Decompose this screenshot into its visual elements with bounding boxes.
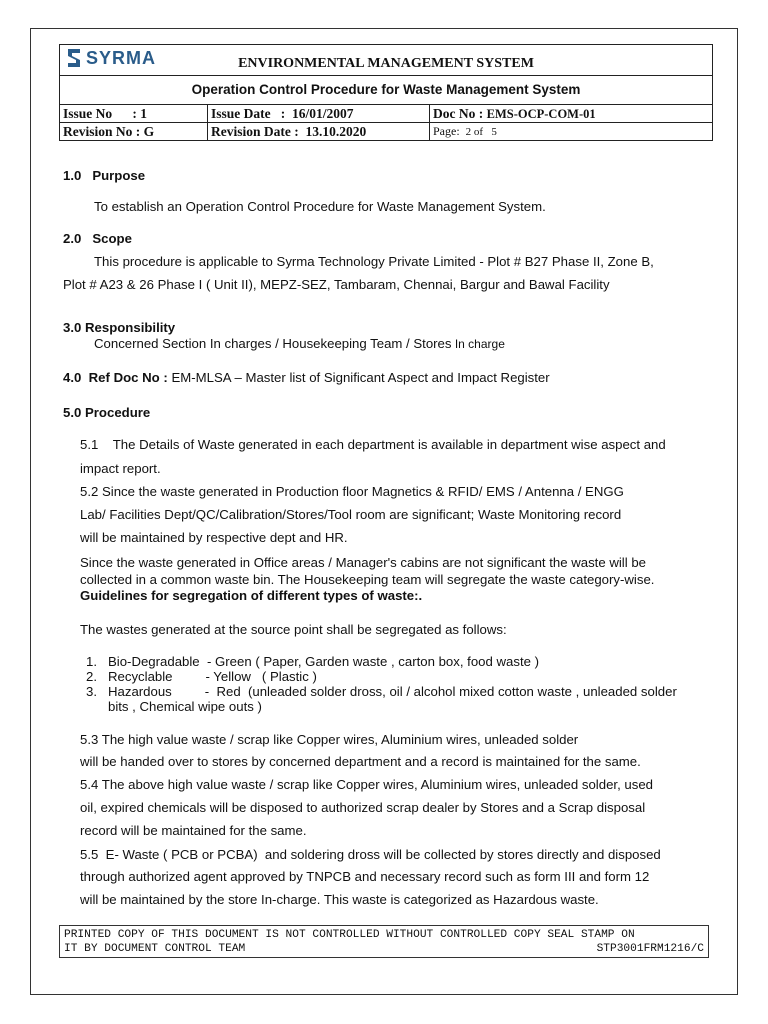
footer-line-2 [64, 942, 704, 956]
p51-line-2: impact report. [80, 461, 161, 476]
p54-line-2: oil, expired chemicals will be disposed to authorized scrap dealer by Stores and a Scrap disposal [80, 800, 646, 815]
responsibility-heading: 3.0 Responsibility [63, 320, 176, 335]
list-item-text: Hazardous - Red (unleaded solder dross, oil / alcohol mixed cotton waste , unleaded solder [108, 684, 677, 699]
p52-line-3: will be maintained by respective dept and HR. [80, 530, 348, 545]
responsibility-main: Concerned Section In charges / Housekeeping Team / Stores [94, 336, 452, 351]
revision-date: Revision Date : 13.10.2020 [208, 123, 430, 140]
logo-text: SYRMA [86, 47, 157, 68]
list-item [86, 684, 677, 699]
list-item-num: 2. [86, 669, 97, 684]
document-header [59, 44, 713, 141]
list-item-num: 3. [86, 684, 97, 699]
procedure-title: Operation Control Procedure for Waste Management System [60, 76, 712, 105]
scope-line-2: Plot # A23 & 26 Phase I ( Unit II), MEPZ-SEZ, Tambaram, Chennai, Bargur and Bawal Facility [63, 277, 610, 292]
list-item [86, 669, 677, 684]
list-item-num: 1. [86, 654, 97, 669]
scope-heading: 2.0 Scope [63, 231, 132, 246]
p54-line-1: 5.4 The above high value waste / scrap like Copper wires, Aluminium wires, unleaded solder, used [80, 777, 653, 792]
system-title: ENVIRONMENTAL MANAGEMENT SYSTEM [238, 56, 534, 71]
p52-line-1: 5.2 Since the waste generated in Production floor Magnetics & RFID/ EMS / Antenna / ENGG [80, 484, 624, 499]
guidelines-heading: Guidelines for segregation of different types of waste:. [80, 588, 423, 603]
revision-no: Revision No : G [60, 123, 208, 140]
scope-line-1: This procedure is applicable to Syrma Technology Private Limited - Plot # B27 Phase II, Zone B, [94, 254, 654, 269]
control-notice-footer [59, 925, 709, 958]
office-line-1: Since the waste generated in Office areas / Manager's cabins are not significant the waste will be [80, 555, 646, 570]
purpose-text: To establish an Operation Control Procedure for Waste Management System. [94, 199, 546, 214]
list-item-text: Bio-Degradable - Green ( Paper, Garden waste , carton box, food waste ) [108, 654, 540, 669]
p51-line-1: 5.1 The Details of Waste generated in each department is available in department wise aspect and [80, 437, 666, 452]
list-item [86, 654, 677, 669]
list-item-text: Recyclable - Yellow ( Plastic ) [108, 669, 317, 684]
p52-line-2: Lab/ Facilities Dept/QC/Calibration/Stores/Tool room are significant; Waste Monitoring record [80, 507, 622, 522]
procedure-heading: 5.0 Procedure [63, 405, 151, 420]
ref-doc [63, 370, 550, 386]
issue-no: Issue No : 1 [60, 105, 208, 122]
p53-line-2: will be handed over to stores by concerned department and a record is maintained for the same. [80, 754, 641, 769]
page-label: Page: [433, 124, 460, 138]
ref-doc-heading: 4.0 Ref Doc No : [63, 370, 172, 385]
responsibility-small: In charge [451, 337, 505, 351]
doc-no [430, 105, 712, 122]
waste-category-list [86, 654, 677, 714]
page-value: 2 of 5 [465, 126, 497, 138]
doc-no-label: Doc No : [433, 106, 487, 121]
office-line-2: collected in a common waste bin. The Housekeeping team will segregate the waste category-wise. [80, 572, 655, 587]
footer-line-2-left: IT BY DOCUMENT CONTROL TEAM [64, 943, 246, 955]
page-number [430, 123, 712, 140]
segregation-intro: The wastes generated at the source point shall be segregated as follows: [80, 622, 507, 637]
doc-no-value: EMS-OCP-COM-01 [486, 107, 596, 121]
purpose-heading: 1.0 Purpose [63, 168, 146, 183]
header-issue-row [60, 105, 712, 123]
p55-line-3: will be maintained by the store In-charge. This waste is categorized as Hazardous waste. [80, 892, 599, 907]
p55-line-1: 5.5 E- Waste ( PCB or PCBA) and soldering dross will be collected by stores directly and disposed [80, 847, 661, 862]
footer-line-1: PRINTED COPY OF THIS DOCUMENT IS NOT CONTROLLED WITHOUT CONTROLLED COPY SEAL STAMP ON [64, 929, 635, 941]
issue-date: Issue Date : 16/01/2007 [208, 105, 430, 122]
list-item-continuation: bits , Chemical wipe outs ) [108, 699, 262, 714]
p55-line-2: through authorized agent approved by TNPCB and necessary record such as form III and form 12 [80, 869, 650, 884]
header-title-row [60, 45, 712, 76]
responsibility-text [94, 336, 505, 352]
footer-form-code: STP3001FRM1216/C [596, 943, 704, 955]
ref-doc-text: EM-MLSA – Master list of Significant Aspect and Impact Register [171, 370, 550, 385]
p54-line-3: record will be maintained for the same. [80, 823, 307, 838]
header-revision-row [60, 123, 712, 140]
p53-line-1: 5.3 The high value waste / scrap like Copper wires, Aluminium wires, unleaded solder [80, 732, 579, 747]
